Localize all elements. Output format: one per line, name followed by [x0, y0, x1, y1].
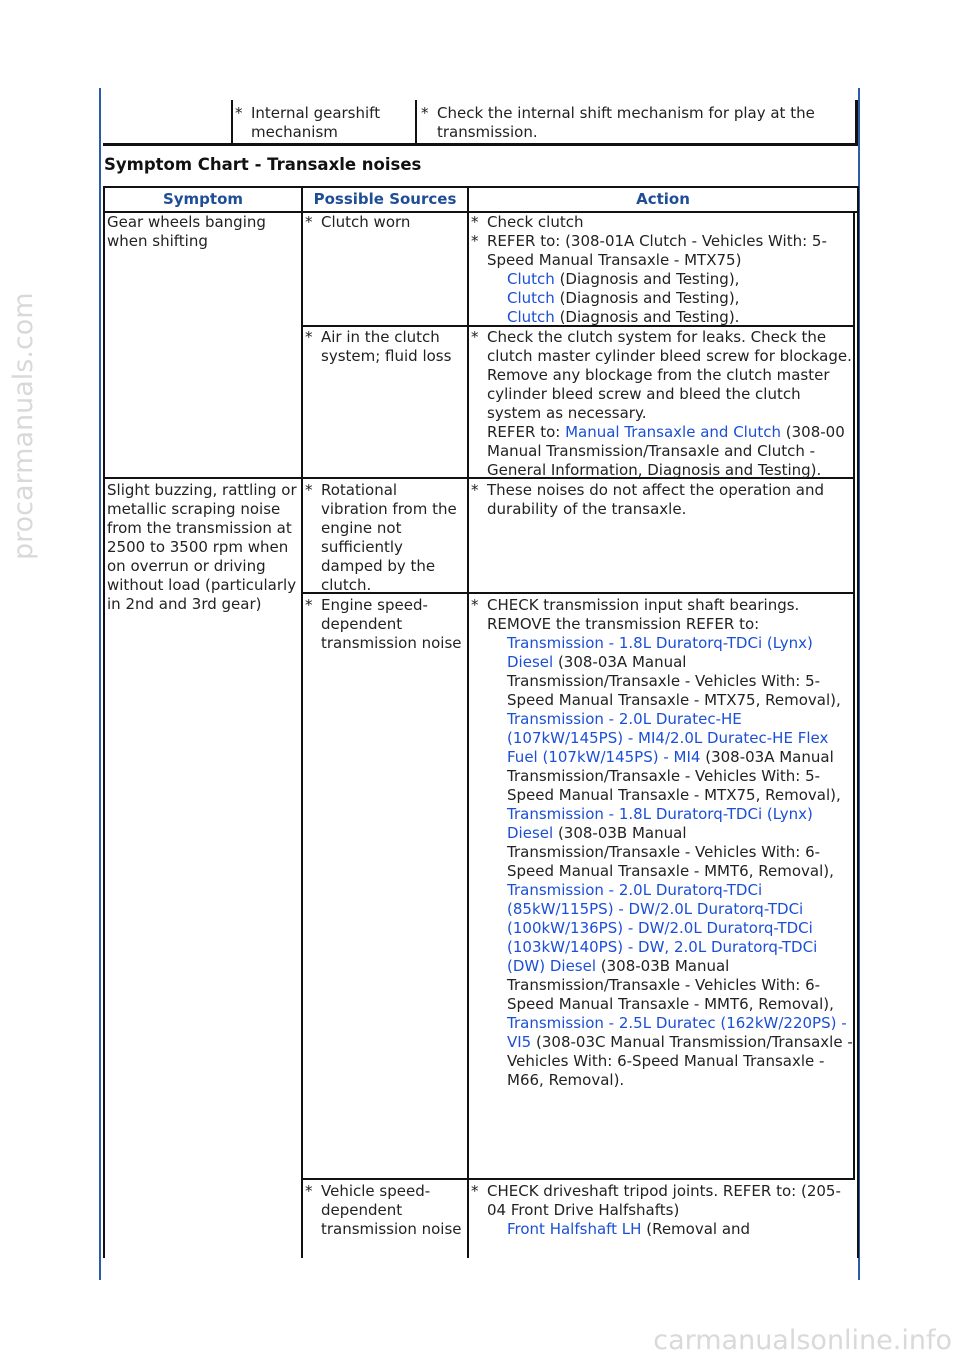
table-header	[105, 188, 857, 213]
side-watermark: procarmanuals.com	[8, 292, 39, 560]
transmission-link-4[interactable]: Transmission - 2.0L Duratorq-TDCi (85kW/115PS) - DW/2.0L Duratorq-TDCi (100kW/136PS) - DW/2.0L Duratorq-TDCi (103kW/140PS) - DW, 2.0L Duratorq-TDCi (DW) Diesel	[507, 881, 818, 975]
symptom-cell-empty	[103, 100, 233, 143]
clutch-ref-2: Clutch (Diagnosis and Testing),	[507, 289, 740, 307]
front-halfshaft-lh-link[interactable]: Front Halfshaft LH	[507, 1220, 642, 1238]
manual-transaxle-clutch-link[interactable]: Manual Transaxle and Clutch	[565, 423, 781, 441]
previous-table-row	[103, 100, 858, 146]
section-title: Symptom Chart - Transaxle noises	[104, 155, 422, 174]
source-air-in-clutch: * Air in the clutch system; fluid loss	[305, 328, 452, 365]
symptom-buzzing: Slight buzzing, rattling or metallic scraping noise from the transmission at 2500 to 3500 rpm when on overrun or driving without load (particularly in 2nd and 3rd gear)	[107, 481, 297, 613]
transmission-ref-5: Transmission - 2.5L Duratec (162kW/220PS) - VI5 (308-03C Manual Transmission/Transaxle - Vehicles With: 6-Speed Manual Transaxle - M66, Removal).	[507, 1014, 853, 1089]
source-vehicle-speed-noise: * Vehicle speed-dependent transmission noise	[305, 1182, 462, 1238]
transmission-ref-2: Transmission - 2.0L Duratec-HE (107kW/145PS) - MI4/2.0L Duratec-HE Flex Fuel (107kW/145PS) - MI4 (308-03A Manual Transmission/Transaxle - Vehicles With: 5-Speed Manual Transaxle - MTX75, Removal),	[507, 710, 841, 804]
action-check-driveshaft: * CHECK driveshaft tripod joints. REFER to: (205-04 Front Drive Halfshafts) Front Halfshaft LH (Removal and	[469, 1182, 853, 1239]
action-check-input-shaft: * CHECK transmission input shaft bearings. REMOVE the transmission REFER to: Transmission - 1.8L Duratorq-TDCi (Lynx) Diesel (308-03A Manual Transmission/Transaxle - Vehicles With: 5-Speed Manual Transaxle - MTX75, Removal), Transmission - 2.0L Duratec-HE (107kW/145PS) - MI4/2.0L Duratec-HE Flex Fuel (107kW/145PS) - MI4 (308-03A Manual Transmission/Transaxle - Vehicles With: 5-Speed Manual Transaxle - MTX75, Removal), Transmission - 1.8L Duratorq-TDCi (Lynx) Diesel (308-03B Manual Transmission/Transaxle - Vehicles With: 6-Speed Manual Transaxle - MMT6, Removal), Transmission - 2.0L Duratorq-TDCi (85kW/115PS) - DW/2.0L Duratorq-TDCi (100kW/136PS) - DW/2.0L Duratorq-TDCi (103kW/140PS) - DW, 2.0L Duratorq-TDCi (DW) Diesel (308-03B Manual Transmission/Transaxle - Vehicles With: 6-Speed Manual Transaxle - MMT6, Removal), Transmission - 2.5L Duratec (162kW/220PS) - VI5 (308-03C Manual Transmission/Transaxle - Vehicles With: 6-Speed Manual Transaxle - M66, Removal).	[471, 596, 853, 1089]
action-clutch-leaks: * Check the clutch system for leaks. Check the clutch master cylinder bleed screw for blockage. Remove any blockage from the clutch master cylinder bleed screw and bleed the clutch system as necessary. REFER to: Manual Transaxle and Clutch (308-00 Manual Transmission/Transaxle and Clutch - General Information, Diagnosis and Testing).	[471, 328, 852, 479]
source-engine-speed-noise: * Engine speed-dependent transmission noise	[305, 596, 462, 652]
header-action: Action	[636, 190, 690, 208]
action-check-clutch: * Check clutch * REFER to: (308-01A Clutch - Vehicles With: 5-Speed Manual Transaxle - MTX75) Clutch (Diagnosis and Testing), Clutch (Diagnosis and Testing), Clutch (Diagnosis and Testing).	[469, 213, 853, 327]
transmission-link-2[interactable]: Transmission - 2.0L Duratec-HE (107kW/145PS) - MI4/2.0L Duratec-HE Flex Fuel (107kW/145PS) - MI4	[507, 710, 829, 766]
left-margin-rule	[99, 88, 101, 1280]
halfshaft-ref: Front Halfshaft LH (Removal and	[507, 1220, 751, 1238]
transmission-link-3[interactable]: Transmission - 1.8L Duratorq-TDCi (Lynx) Diesel	[507, 805, 813, 842]
possible-source-cell: * Internal gearshift mechanism	[235, 104, 381, 141]
transmission-link-1[interactable]: Transmission - 1.8L Duratorq-TDCi (Lynx) Diesel	[507, 634, 813, 671]
header-possible-sources: Possible Sources	[313, 190, 457, 208]
bottom-watermark: carmanualsonline.info	[653, 1325, 952, 1356]
symptom-gear-banging: Gear wheels banging when shifting	[107, 213, 266, 250]
transmission-link-5[interactable]: Transmission - 2.5L Duratec (162kW/220PS) - VI5	[507, 1014, 847, 1051]
clutch-ref-3: Clutch (Diagnosis and Testing).	[507, 308, 740, 326]
clutch-link-1[interactable]: Clutch	[507, 270, 555, 288]
clutch-link-3[interactable]: Clutch	[507, 308, 555, 326]
header-symptom: Symptom	[162, 190, 244, 208]
clutch-link-2[interactable]: Clutch	[507, 289, 555, 307]
action-no-effect: * These noises do not affect the operation and durability of the transaxle.	[471, 481, 825, 518]
transmission-ref-4: Transmission - 2.0L Duratorq-TDCi (85kW/115PS) - DW/2.0L Duratorq-TDCi (100kW/136PS) - DW/2.0L Duratorq-TDCi (103kW/140PS) - DW, 2.0L Duratorq-TDCi (DW) Diesel (308-03B Manual Transmission/Transaxle - Vehicles With: 6-Speed Manual Transaxle - MMT6, Removal),	[507, 881, 834, 1013]
transmission-ref-3: Transmission - 1.8L Duratorq-TDCi (Lynx) Diesel (308-03B Manual Transmission/Transaxle - Vehicles With: 6-Speed Manual Transaxle - MMT6, Removal),	[507, 805, 834, 880]
source-rotational-vibration: * Rotational vibration from the engine not sufficiently damped by the clutch.	[305, 481, 457, 594]
symptom-chart-table	[103, 186, 859, 1258]
clutch-ref-1: Clutch (Diagnosis and Testing),	[507, 270, 740, 288]
source-clutch-worn: * Clutch worn	[305, 213, 411, 231]
action-cell: * Check the internal shift mechanism for play at the transmission.	[421, 104, 815, 141]
transmission-ref-1: Transmission - 1.8L Duratorq-TDCi (Lynx) Diesel (308-03A Manual Transmission/Transaxle - Vehicles With: 5-Speed Manual Transaxle - MTX75, Removal),	[507, 634, 841, 709]
